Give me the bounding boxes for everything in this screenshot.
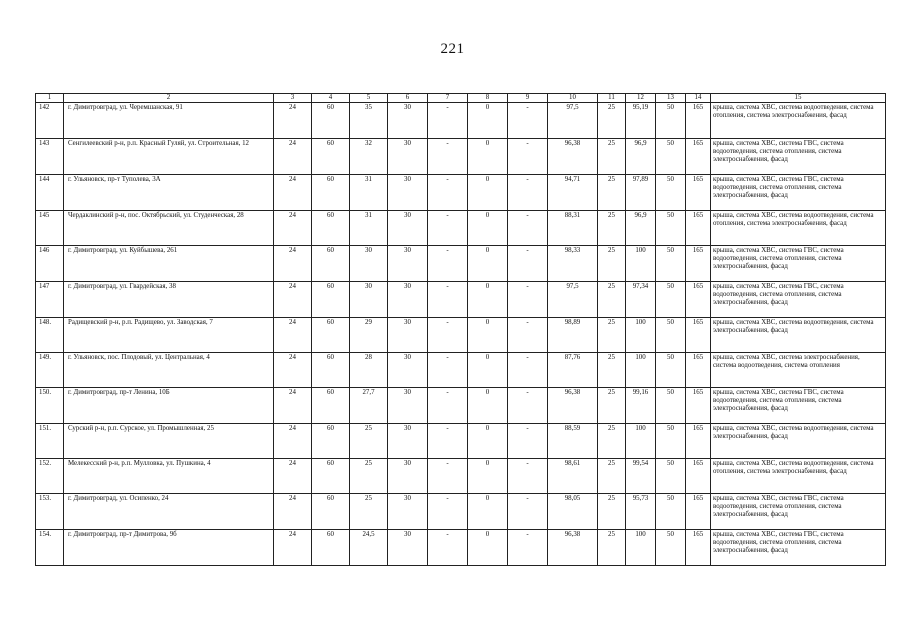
cell-col5: 25 [350, 494, 388, 530]
cell-col12: 95,73 [626, 494, 656, 530]
cell-col5: 29 [350, 318, 388, 353]
cell-col14: 165 [686, 211, 711, 246]
row-address: г. Димитровград, ул. Черемшанская, 91 [64, 103, 274, 139]
cell-col4: 60 [312, 103, 350, 139]
cell-col3: 24 [274, 103, 312, 139]
cell-col4: 60 [312, 388, 350, 424]
table-row [36, 246, 886, 282]
cell-col9: - [508, 318, 548, 353]
cell-col13: 50 [656, 103, 686, 139]
row-works: крыша, система ХВС, система ГВС, система водоотведения, система отопления, система электроснабжения, фасад [711, 530, 886, 566]
row-address: Чердаклинский р-н, пос. Октябрьский, ул. Студенческая, 28 [64, 211, 274, 246]
cell-col8: 0 [468, 103, 508, 139]
cell-col11: 25 [598, 211, 626, 246]
cell-col4: 60 [312, 530, 350, 566]
cell-col3: 24 [274, 530, 312, 566]
cell-col11: 25 [598, 282, 626, 318]
cell-col9: - [508, 103, 548, 139]
col-header: 1 [36, 94, 64, 103]
row-number: 143 [36, 139, 64, 175]
cell-col3: 24 [274, 246, 312, 282]
cell-col9: - [508, 459, 548, 494]
cell-col13: 50 [656, 494, 686, 530]
table-row [36, 459, 886, 494]
cell-col7: - [428, 246, 468, 282]
row-works: крыша, система ХВС, система водоотведения, система электроснабжения, фасад [711, 424, 886, 459]
row-works: крыша, система ХВС, система ГВС, система водоотведения, система отопления, система электроснабжения, фасад [711, 139, 886, 175]
cell-col11: 25 [598, 246, 626, 282]
cell-col8: 0 [468, 424, 508, 459]
row-address: г. Димитровград, ул. Осипенко, 24 [64, 494, 274, 530]
cell-col6: 30 [388, 318, 428, 353]
table-row [36, 139, 886, 175]
cell-col5: 25 [350, 459, 388, 494]
cell-col11: 25 [598, 424, 626, 459]
cell-col6: 30 [388, 530, 428, 566]
cell-col11: 25 [598, 494, 626, 530]
table-row [36, 175, 886, 211]
row-number: 144 [36, 175, 64, 211]
row-address: Сенгилеевский р-н, р.п. Красный Гуляй, ул. Строительная, 12 [64, 139, 274, 175]
cell-col13: 50 [656, 530, 686, 566]
row-address: Мелекесский р-н, р.п. Мулловка, ул. Пушкина, 4 [64, 459, 274, 494]
cell-col7: - [428, 459, 468, 494]
row-address: г. Димитровград, пр-т Димитрова, 9б [64, 530, 274, 566]
row-works: крыша, система ХВС, система водоотведения, система отопления, система электроснабжения, фасад [711, 211, 886, 246]
cell-col12: 100 [626, 318, 656, 353]
cell-col3: 24 [274, 139, 312, 175]
row-number: 145 [36, 211, 64, 246]
cell-col9: - [508, 424, 548, 459]
cell-col4: 60 [312, 353, 350, 388]
cell-col10: 98,05 [548, 494, 598, 530]
cell-col12: 97,34 [626, 282, 656, 318]
cell-col5: 27,7 [350, 388, 388, 424]
col-header: 4 [312, 94, 350, 103]
cell-col14: 165 [686, 459, 711, 494]
cell-col14: 165 [686, 175, 711, 211]
cell-col4: 60 [312, 424, 350, 459]
cell-col13: 50 [656, 424, 686, 459]
cell-col8: 0 [468, 459, 508, 494]
table-row [36, 103, 886, 139]
cell-col7: - [428, 353, 468, 388]
cell-col10: 96,38 [548, 139, 598, 175]
cell-col4: 60 [312, 459, 350, 494]
cell-col12: 100 [626, 246, 656, 282]
cell-col5: 28 [350, 353, 388, 388]
cell-col7: - [428, 318, 468, 353]
header-row [36, 94, 886, 103]
col-header: 3 [274, 94, 312, 103]
cell-col5: 35 [350, 103, 388, 139]
col-header: 11 [598, 94, 626, 103]
cell-col13: 50 [656, 318, 686, 353]
data-table [35, 93, 886, 566]
row-number: 154. [36, 530, 64, 566]
cell-col13: 50 [656, 139, 686, 175]
col-header: 10 [548, 94, 598, 103]
cell-col10: 98,61 [548, 459, 598, 494]
cell-col9: - [508, 175, 548, 211]
cell-col10: 88,59 [548, 424, 598, 459]
cell-col8: 0 [468, 318, 508, 353]
col-header: 2 [64, 94, 274, 103]
cell-col5: 30 [350, 282, 388, 318]
cell-col12: 96,9 [626, 211, 656, 246]
col-header: 8 [468, 94, 508, 103]
cell-col12: 96,9 [626, 139, 656, 175]
cell-col5: 32 [350, 139, 388, 175]
cell-col13: 50 [656, 459, 686, 494]
table-row [36, 388, 886, 424]
cell-col6: 30 [388, 494, 428, 530]
row-number: 153. [36, 494, 64, 530]
cell-col14: 165 [686, 103, 711, 139]
cell-col9: - [508, 139, 548, 175]
row-address: Радищевский р-н, р.п. Радищево, ул. Заводская, 7 [64, 318, 274, 353]
cell-col4: 60 [312, 139, 350, 175]
cell-col7: - [428, 388, 468, 424]
cell-col3: 24 [274, 353, 312, 388]
row-works: крыша, система ХВС, система водоотведения, система электроснабжения, фасад [711, 318, 886, 353]
col-header: 7 [428, 94, 468, 103]
row-works: крыша, система ХВС, система водоотведения, система отопления, система электроснабжения, фасад [711, 103, 886, 139]
cell-col3: 24 [274, 424, 312, 459]
cell-col7: - [428, 211, 468, 246]
cell-col14: 165 [686, 246, 711, 282]
cell-col13: 50 [656, 211, 686, 246]
cell-col11: 25 [598, 459, 626, 494]
cell-col6: 30 [388, 459, 428, 494]
row-works: крыша, система ХВС, система ГВС, система водоотведения, система отопления, система электроснабжения, фасад [711, 175, 886, 211]
cell-col5: 30 [350, 246, 388, 282]
cell-col6: 30 [388, 388, 428, 424]
cell-col10: 98,89 [548, 318, 598, 353]
cell-col10: 98,33 [548, 246, 598, 282]
cell-col8: 0 [468, 494, 508, 530]
cell-col8: 0 [468, 139, 508, 175]
row-works: крыша, система ХВС, система водоотведения, система отопления, система электроснабжения, фасад [711, 459, 886, 494]
cell-col11: 25 [598, 175, 626, 211]
cell-col5: 31 [350, 175, 388, 211]
cell-col11: 25 [598, 353, 626, 388]
col-header: 9 [508, 94, 548, 103]
cell-col3: 24 [274, 388, 312, 424]
cell-col11: 25 [598, 388, 626, 424]
row-works: крыша, система ХВС, система электроснабжения, система водоотведения, система отопления [711, 353, 886, 388]
cell-col11: 25 [598, 530, 626, 566]
row-address: г. Димитровград, ул. Гвардейская, 38 [64, 282, 274, 318]
cell-col6: 30 [388, 211, 428, 246]
cell-col4: 60 [312, 246, 350, 282]
cell-col12: 99,16 [626, 388, 656, 424]
cell-col10: 97,5 [548, 103, 598, 139]
cell-col6: 30 [388, 175, 428, 211]
cell-col14: 165 [686, 530, 711, 566]
cell-col7: - [428, 530, 468, 566]
cell-col8: 0 [468, 388, 508, 424]
cell-col8: 0 [468, 175, 508, 211]
cell-col4: 60 [312, 318, 350, 353]
cell-col8: 0 [468, 530, 508, 566]
cell-col14: 165 [686, 494, 711, 530]
cell-col9: - [508, 530, 548, 566]
cell-col11: 25 [598, 139, 626, 175]
cell-col14: 165 [686, 388, 711, 424]
row-number: 150. [36, 388, 64, 424]
cell-col3: 24 [274, 175, 312, 211]
cell-col3: 24 [274, 282, 312, 318]
cell-col6: 30 [388, 282, 428, 318]
row-number: 147 [36, 282, 64, 318]
cell-col3: 24 [274, 318, 312, 353]
table-row [36, 282, 886, 318]
cell-col12: 100 [626, 353, 656, 388]
cell-col14: 165 [686, 282, 711, 318]
cell-col10: 88,31 [548, 211, 598, 246]
cell-col11: 25 [598, 318, 626, 353]
table-row [36, 530, 886, 566]
table-body [36, 103, 886, 566]
row-works: крыша, система ХВС, система ГВС, система водоотведения, система отопления, система электроснабжения, фасад [711, 494, 886, 530]
row-number: 146 [36, 246, 64, 282]
col-header: 14 [686, 94, 711, 103]
cell-col7: - [428, 424, 468, 459]
col-header: 13 [656, 94, 686, 103]
cell-col14: 165 [686, 139, 711, 175]
cell-col7: - [428, 175, 468, 211]
row-works: крыша, система ХВС, система ГВС, система водоотведения, система отопления, система электроснабжения, фасад [711, 282, 886, 318]
page-number: 221 [440, 41, 465, 57]
col-header: 15 [711, 94, 886, 103]
cell-col12: 99,54 [626, 459, 656, 494]
cell-col7: - [428, 139, 468, 175]
row-address: г. Димитровград, ул. Куйбышева, 261 [64, 246, 274, 282]
cell-col8: 0 [468, 353, 508, 388]
cell-col14: 165 [686, 353, 711, 388]
table-row [36, 211, 886, 246]
cell-col10: 96,38 [548, 388, 598, 424]
cell-col4: 60 [312, 175, 350, 211]
cell-col7: - [428, 282, 468, 318]
cell-col5: 31 [350, 211, 388, 246]
row-number: 151. [36, 424, 64, 459]
cell-col5: 24,5 [350, 530, 388, 566]
col-header: 5 [350, 94, 388, 103]
cell-col6: 30 [388, 353, 428, 388]
row-address: г. Ульяновск, пр-т Туполева, 3А [64, 175, 274, 211]
cell-col6: 30 [388, 103, 428, 139]
cell-col13: 50 [656, 282, 686, 318]
cell-col4: 60 [312, 211, 350, 246]
cell-col9: - [508, 211, 548, 246]
cell-col13: 50 [656, 175, 686, 211]
cell-col9: - [508, 494, 548, 530]
cell-col12: 97,89 [626, 175, 656, 211]
col-header: 6 [388, 94, 428, 103]
cell-col3: 24 [274, 494, 312, 530]
cell-col14: 165 [686, 424, 711, 459]
row-number: 148. [36, 318, 64, 353]
cell-col8: 0 [468, 246, 508, 282]
table-row [36, 353, 886, 388]
cell-col13: 50 [656, 246, 686, 282]
cell-col9: - [508, 353, 548, 388]
cell-col9: - [508, 282, 548, 318]
row-works: крыша, система ХВС, система ГВС, система водоотведения, система отопления, система электроснабжения, фасад [711, 246, 886, 282]
cell-col9: - [508, 388, 548, 424]
cell-col9: - [508, 246, 548, 282]
cell-col6: 30 [388, 139, 428, 175]
cell-col5: 25 [350, 424, 388, 459]
cell-col6: 30 [388, 424, 428, 459]
cell-col12: 100 [626, 424, 656, 459]
table-row [36, 494, 886, 530]
cell-col3: 24 [274, 459, 312, 494]
table-row [36, 424, 886, 459]
cell-col4: 60 [312, 282, 350, 318]
row-works: крыша, система ХВС, система ГВС, система водоотведения, система отопления, система электроснабжения, фасад [711, 388, 886, 424]
cell-col14: 165 [686, 318, 711, 353]
cell-col7: - [428, 103, 468, 139]
cell-col10: 87,76 [548, 353, 598, 388]
row-number: 142 [36, 103, 64, 139]
table-row [36, 318, 886, 353]
cell-col10: 97,5 [548, 282, 598, 318]
row-number: 152. [36, 459, 64, 494]
cell-col12: 100 [626, 530, 656, 566]
cell-col13: 50 [656, 353, 686, 388]
col-header: 12 [626, 94, 656, 103]
row-address: Сурский р-н, р.п. Сурское, ул. Промышленная, 25 [64, 424, 274, 459]
cell-col13: 50 [656, 388, 686, 424]
cell-col10: 96,38 [548, 530, 598, 566]
cell-col3: 24 [274, 211, 312, 246]
cell-col8: 0 [468, 282, 508, 318]
row-address: г. Димитровград, пр-т Ленина, 10Б [64, 388, 274, 424]
cell-col11: 25 [598, 103, 626, 139]
row-address: г. Ульяновск, пос. Плодовый, ул. Центральная, 4 [64, 353, 274, 388]
cell-col12: 95,19 [626, 103, 656, 139]
cell-col7: - [428, 494, 468, 530]
cell-col6: 30 [388, 246, 428, 282]
cell-col4: 60 [312, 494, 350, 530]
cell-col8: 0 [468, 211, 508, 246]
row-number: 149. [36, 353, 64, 388]
cell-col10: 94,71 [548, 175, 598, 211]
